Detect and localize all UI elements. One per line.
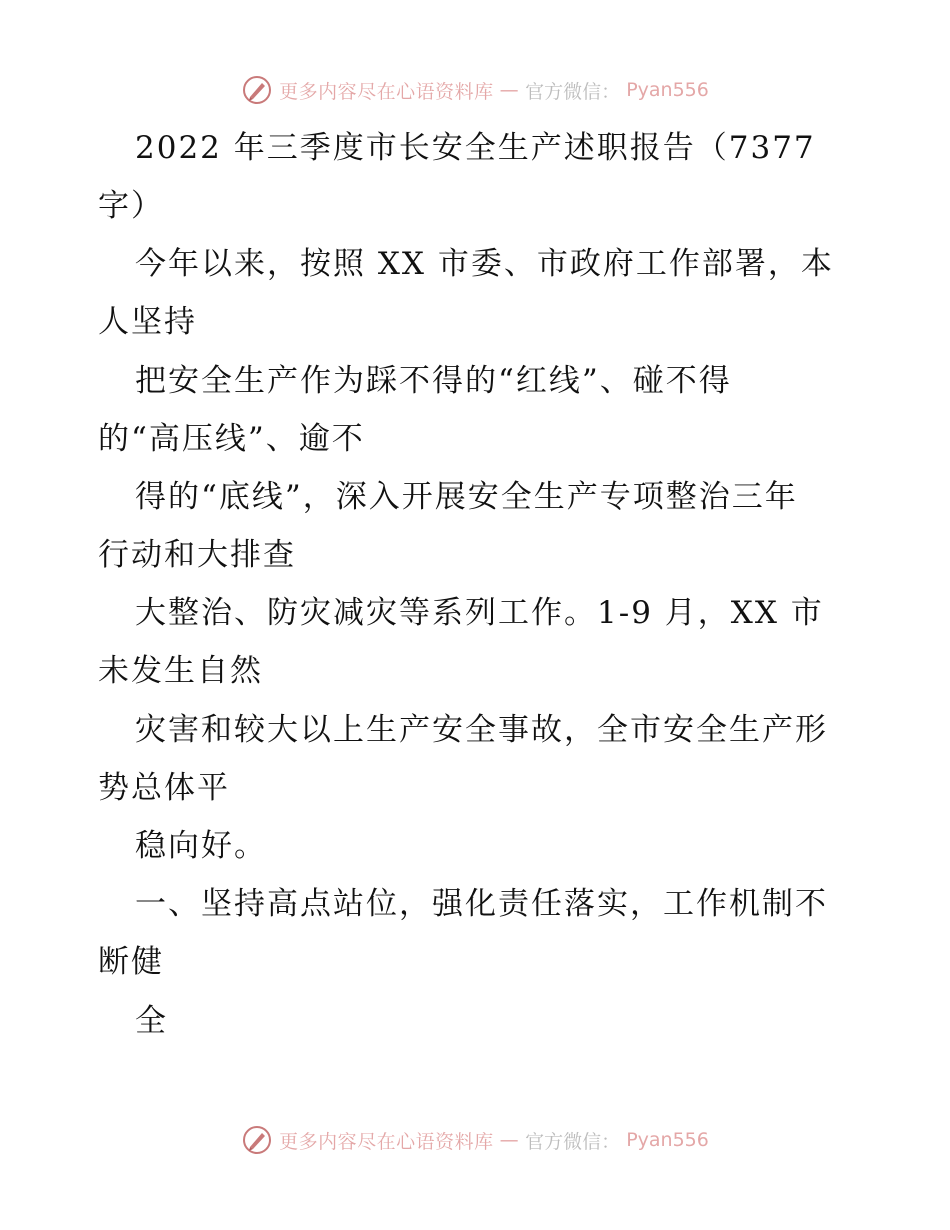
pen-logo-icon <box>241 74 273 106</box>
section-heading-line: 断健 <box>98 944 164 980</box>
document-title-line-1: 2022 年三季度市长安全生产述职报告（7377 <box>135 130 816 166</box>
footer-watermark <box>0 1120 950 1160</box>
watermark-contact-id: Pyan556 <box>626 1129 709 1151</box>
watermark-brand: 更多内容尽在心语资料库 <box>279 1130 494 1153</box>
watermark-contact-label: 官方微信： <box>525 80 621 103</box>
paragraph-line: 行动和大排查 <box>98 537 296 573</box>
paragraph-line: 把安全生产作为踩不得的“红线”、碰不得 <box>135 363 732 399</box>
section-heading-line: 一、坚持高点站位，强化责任落实，工作机制不 <box>135 886 828 922</box>
paragraph-line: 今年以来，按照 XX 市委、市政府工作部署，本 <box>135 246 834 282</box>
document-title-line-2: 字） <box>98 188 164 224</box>
watermark-contact-id: Pyan556 <box>626 79 709 101</box>
paragraph-line: 未发生自然 <box>98 653 263 689</box>
paragraph-line: 的“高压线”、逾不 <box>98 421 365 457</box>
paragraph-line: 势总体平 <box>98 770 230 806</box>
watermark-brand: 更多内容尽在心语资料库 <box>279 80 494 103</box>
paragraph-line: 灾害和较大以上生产安全事故，全市安全生产形 <box>135 712 828 748</box>
pen-logo-icon <box>241 1124 273 1156</box>
watermark-separator: — <box>499 79 520 101</box>
watermark-contact-label: 官方微信： <box>525 1130 621 1153</box>
paragraph-line: 大整治、防灾减灾等系列工作。1-9 月，XX 市 <box>135 595 824 631</box>
paragraph-line: 得的“底线”，深入开展安全生产专项整治三年 <box>135 479 798 515</box>
header-watermark <box>0 70 950 110</box>
paragraph-line: 稳向好。 <box>135 828 267 864</box>
watermark-separator: — <box>499 1129 520 1151</box>
paragraph-line: 人坚持 <box>98 304 197 340</box>
section-heading-line: 全 <box>135 1003 168 1039</box>
